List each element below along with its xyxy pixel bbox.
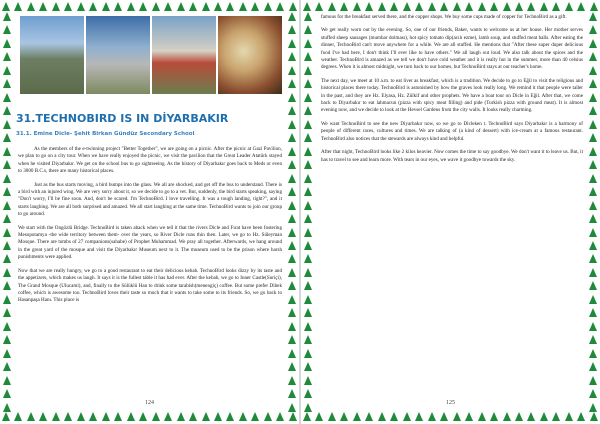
tree-icon [353,412,361,421]
tree-icon [264,412,272,421]
tree-icon [288,376,296,385]
tree-border-bottom [301,412,600,422]
tree-icon [202,412,210,421]
tree-icon [264,2,272,11]
tree-icon [565,2,573,11]
tree-icon [589,308,597,317]
tree-icon [288,335,296,344]
tree-icon [304,214,312,223]
mosque-courtyard-photo [152,16,216,94]
tree-icon [239,412,247,421]
tree-icon [552,2,560,11]
tree-icon [14,412,22,421]
tree-icon [589,160,597,169]
tree-icon [589,362,597,371]
tree-icon [77,412,85,421]
tree-icon [3,174,11,183]
tree-icon [3,254,11,263]
tree-icon [503,2,511,11]
paragraph: We want TechnoBird to see the new Diyarbakır now, so we go to Dicleken t. TechnoBird says Diyarbakır is a harmony of people of different races, cultures and times. We are talking of (a kind of dessert) with ice-cream at a famous restaurant. TechnoBird also notices that the stewards are always kind and helpful. [321,120,583,142]
tree-icon [288,281,296,290]
tree-icon [289,2,297,11]
tree-icon [403,2,411,11]
tree-icon [3,308,11,317]
tree-icon [27,2,35,11]
dam-lake-photo [20,16,84,94]
tree-icon [114,412,122,421]
tree-icon [365,412,373,421]
tree-icon [3,281,11,290]
tree-icon [304,241,312,250]
tree-icon [304,79,312,88]
tree-icon [3,39,11,48]
tree-icon [3,389,11,398]
tree-icon [288,133,296,142]
tree-icon [390,2,398,11]
tree-icon [304,335,312,344]
tree-icon [288,214,296,223]
tree-icon [214,2,222,11]
tree-icon [589,376,597,385]
tree-icon [304,106,312,115]
tree-icon [3,106,11,115]
tree-icon [540,2,548,11]
tree-icon [3,66,11,75]
tree-icon [3,376,11,385]
tree-icon [226,412,234,421]
tree-icon [27,412,35,421]
tree-icon [3,241,11,250]
tree-icon [303,412,311,421]
tree-icon [288,322,296,331]
tree-icon [164,2,172,11]
tree-icon [14,2,22,11]
tree-icon [189,412,197,421]
tree-icon [288,268,296,277]
tree-icon [289,412,297,421]
tree-icon [3,79,11,88]
tree-icon [89,412,97,421]
tree-icon [589,187,597,196]
tree-icon [589,268,597,277]
tree-icon [64,412,72,421]
tree-icon [515,412,523,421]
tree-icon [589,254,597,263]
tree-icon [202,2,210,11]
tree-icon [353,2,361,11]
tree-icon [589,335,597,344]
tree-icon [177,412,185,421]
tree-icon [304,268,312,277]
tree-icon [214,412,222,421]
tree-icon [453,2,461,11]
tree-icon [288,106,296,115]
tree-icon [288,241,296,250]
tree-icon [589,349,597,358]
tree-icon [304,254,312,263]
tree-icon [527,2,535,11]
tree-icon [77,2,85,11]
tree-icon [3,335,11,344]
tree-icon [288,389,296,398]
tree-icon [164,412,172,421]
tree-icon [3,147,11,156]
tree-icon [589,39,597,48]
tree-icon [590,412,598,421]
tree-border-left [303,12,313,412]
tree-icon [3,160,11,169]
tree-icon [403,412,411,421]
paragraph: Just as the bus starts moving, a bird bumps into the glass. We all are shocked, and get off the bus to understand. There is a bird with an injured wing. We are very sorry about it, so we decide to go to a vet. But, suddenly, the bird starts speaking, saying "Don't worry, I'll be fine soon. And, don't be scared. I'm TechnoBird. I love travelling. It was a tough landing, right?", and it starts laughing. We are all both surprised and amazed. We all start laughing at the same time. TechnoBird wants to join our group to go around. [18,181,282,218]
tree-icon [127,412,135,421]
tree-icon [288,25,296,34]
page-number-right: 125 [446,400,455,406]
paragraph: famous for the breakfast served there, and the copper shops. We buy some cups made of copper for TechnoBird as a gift. [321,14,567,20]
paragraph: We get really worn out by the evening. So, one of our friends, Baker, wants to welcome us at her house. Her mother serves stuffed sheep sausages (mumbar dolması), hot spicy tomato dip(acılı ezme), lamb soup, and stuffed meat balls. After eating the dinner, TechnoBird can't move anywhere for a while. We are all stuffed. He mentions that "After these super duper delicious food I've had here, I don't think I'll ever like to have others." We all laugh out loud. We also talk about the spices and the weather. TechnoBird is amazed as we tell we don't have cold weather and it is really hot in the summer, more than 40 celsius degrees. When it is almost midnight, we turn back to our homes, but TechnoBird stays at our teacher's home. [321,27,583,71]
tree-icon [288,120,296,129]
tree-icon [540,412,548,421]
tree-icon [515,2,523,11]
tree-icon [288,79,296,88]
tree-icon [288,228,296,237]
tree-border-right [287,12,297,412]
tree-icon [3,133,11,142]
tree-icon [328,412,336,421]
tree-icon [328,2,336,11]
paragraph: The next day, we meet at 10 a.m. to eat liver as breakfast, which is a tradition. We decide to go to Eğil to visit the religious and historical places there today. TechnoBird is astonished by how the graves look really long. We remind it that people were taller in the past, and they are Hz. Elyasa, Hz. Zülkif and other prophets. We have a boat tour on Dicle in Eğil. After that, we come back to Diyarbakır to eat lahmacun (pizza with spicy meat filling) and pide (Turkish pizza with ground meat). It is almost evening now, and we decide to look at the Hevsel Gardens from the city walls. It looks really charming. [321,77,583,114]
left-body-text [18,146,282,311]
tree-icon [114,2,122,11]
tree-icon [3,187,11,196]
right-body-text [321,14,583,170]
tree-icon [3,120,11,129]
tree-icon [304,308,312,317]
tree-icon [3,52,11,61]
tree-icon [390,412,398,421]
tree-icon [288,39,296,48]
tree-icon [304,66,312,75]
tree-icon [304,160,312,169]
tree-icon [226,2,234,11]
tree-icon [189,2,197,11]
tree-icon [288,12,296,21]
tree-icon [3,295,11,304]
page-number-left: 124 [145,400,154,406]
tree-icon [288,174,296,183]
tree-icon [589,133,597,142]
tree-icon [589,241,597,250]
tree-icon [589,79,597,88]
tree-icon [304,174,312,183]
tree-icon [304,389,312,398]
tree-icon [589,295,597,304]
tree-icon [577,2,585,11]
tree-icon [589,66,597,75]
tree-icon [3,268,11,277]
tree-icon [3,349,11,358]
tree-icon [589,52,597,61]
tree-icon [304,228,312,237]
chapter-subtitle: 31.1. Emine Dicle- Şehit Birkan Gündüz Secondary School [16,131,195,137]
bridge-river-photo [86,16,150,94]
tree-icon [415,2,423,11]
tree-icon [590,2,598,11]
tree-icon [276,2,284,11]
tree-icon [152,412,160,421]
tree-icon [428,412,436,421]
tree-icon [304,322,312,331]
tree-icon [39,2,47,11]
tree-icon [378,2,386,11]
tree-icon [288,147,296,156]
tree-icon [139,412,147,421]
breakfast-food-photo [218,16,282,94]
tree-icon [39,412,47,421]
tree-icon [465,412,473,421]
right-page [301,0,600,424]
tree-icon [304,187,312,196]
tree-icon [340,2,348,11]
tree-icon [415,412,423,421]
tree-icon [589,93,597,102]
tree-icon [589,389,597,398]
tree-icon [315,2,323,11]
paragraph: Now that we are really hungry, we go to a good restaurant to eat their delicious kebab. TechnoBird looks dizzy by its taste and the appetizers, which makes us laugh. It says it is the fullest table it has had ever. After the kebab, we go to Inner Castle(Suriçi), The Grand Mosque (Ulucami), and, finally to the Sülüklü Han to drink some tarabish(menengiç) coffee. But some prefer Dibek coffee, which is awesome too. TechnoBird loves their taste so much that it wants to take some to its friends. So, we go back to Hasanpaşa Hanı. This place is [18,267,282,304]
tree-icon [453,412,461,421]
tree-icon [288,362,296,371]
tree-icon [304,93,312,102]
tree-icon [304,52,312,61]
tree-icon [251,2,259,11]
tree-icon [288,295,296,304]
tree-icon [527,412,535,421]
tree-icon [365,2,373,11]
paragraph: We start with the Ongözlü Bridge. TechnoBird is taken aback when we tell it that the rivers Dicle and Fırat have been fostering Mesopotamya -the wide territory between them- over the years, so River Dicle runs thin then. Later, we go to Hz. Süleyman Mosque. There are tombs of 27 companions(sahabe) of Prophet Muhammad. We pray all together. Afterwards, we hang around in the great yard of the mosque and visit the Diyarbakır Museum next to it. The museum used to be the prison where harsh punishments were applied. [18,224,282,261]
left-page [0,0,299,424]
tree-icon [304,349,312,358]
tree-icon [251,412,259,421]
tree-icon [589,201,597,210]
tree-icon [304,201,312,210]
tree-icon [465,2,473,11]
tree-icon [3,228,11,237]
tree-icon [589,174,597,183]
tree-icon [303,2,311,11]
photo-strip [20,16,282,94]
paragraph: After that night, TechnoBird looks like 2 kilos heavier. Now comes the time to say goodbye. We don't want it to leave us. But, it has to travel to see and learn more. With tears in our eyes, we wave it goodbye towards the sky. [321,149,583,163]
tree-icon [288,308,296,317]
tree-icon [304,147,312,156]
tree-icon [2,2,10,11]
tree-icon [440,2,448,11]
tree-icon [127,2,135,11]
tree-icon [503,412,511,421]
chapter-title: 31.TECHNOBIRD IS IN DİYARBAKIR [16,112,229,125]
tree-icon [276,412,284,421]
tree-icon [288,160,296,169]
tree-icon [288,254,296,263]
tree-icon [589,25,597,34]
tree-icon [478,2,486,11]
tree-icon [3,12,11,21]
tree-icon [589,322,597,331]
tree-icon [288,187,296,196]
tree-icon [589,120,597,129]
tree-icon [52,2,60,11]
tree-icon [490,412,498,421]
tree-icon [490,2,498,11]
tree-icon [177,2,185,11]
tree-icon [288,52,296,61]
tree-icon [589,147,597,156]
tree-icon [3,322,11,331]
tree-border-right [588,12,598,412]
tree-icon [440,412,448,421]
tree-icon [589,228,597,237]
tree-icon [89,2,97,11]
tree-icon [589,281,597,290]
tree-icon [2,412,10,421]
tree-icon [152,2,160,11]
tree-icon [340,412,348,421]
tree-icon [3,362,11,371]
tree-icon [552,412,560,421]
tree-icon [288,349,296,358]
tree-icon [478,412,486,421]
tree-icon [102,2,110,11]
tree-icon [565,412,573,421]
tree-icon [3,93,11,102]
tree-icon [3,201,11,210]
tree-icon [589,106,597,115]
tree-icon [304,120,312,129]
tree-icon [3,25,11,34]
tree-icon [288,93,296,102]
tree-icon [304,295,312,304]
tree-icon [139,2,147,11]
tree-icon [378,412,386,421]
paragraph: As the members of the e-twinning project "Better Together", we are going on a picnic. After the picnic at Gazi Pavilion, we plan to go on a city tour. When we have really enjoyed the picnic, we visit the pavilion that the Great Leader Atatürk stayed when he visited Diyarbakır. We get on the school bus to go sightseeing. As the history of Diyarbakır goes back to Meds or even to 3000 B.C.s, there are many historical places. [18,146,282,175]
tree-icon [304,12,312,21]
tree-icon [589,214,597,223]
tree-border-top [0,2,299,12]
tree-border-top [301,2,600,12]
tree-icon [288,66,296,75]
tree-icon [288,201,296,210]
tree-icon [239,2,247,11]
tree-icon [304,376,312,385]
tree-icon [304,39,312,48]
tree-icon [315,412,323,421]
tree-icon [589,12,597,21]
tree-icon [428,2,436,11]
tree-icon [304,133,312,142]
tree-icon [577,412,585,421]
tree-border-bottom [0,412,299,422]
tree-icon [3,214,11,223]
tree-icon [102,412,110,421]
tree-icon [304,362,312,371]
tree-icon [64,2,72,11]
tree-icon [304,25,312,34]
tree-icon [304,281,312,290]
tree-icon [52,412,60,421]
tree-border-left [2,12,12,412]
